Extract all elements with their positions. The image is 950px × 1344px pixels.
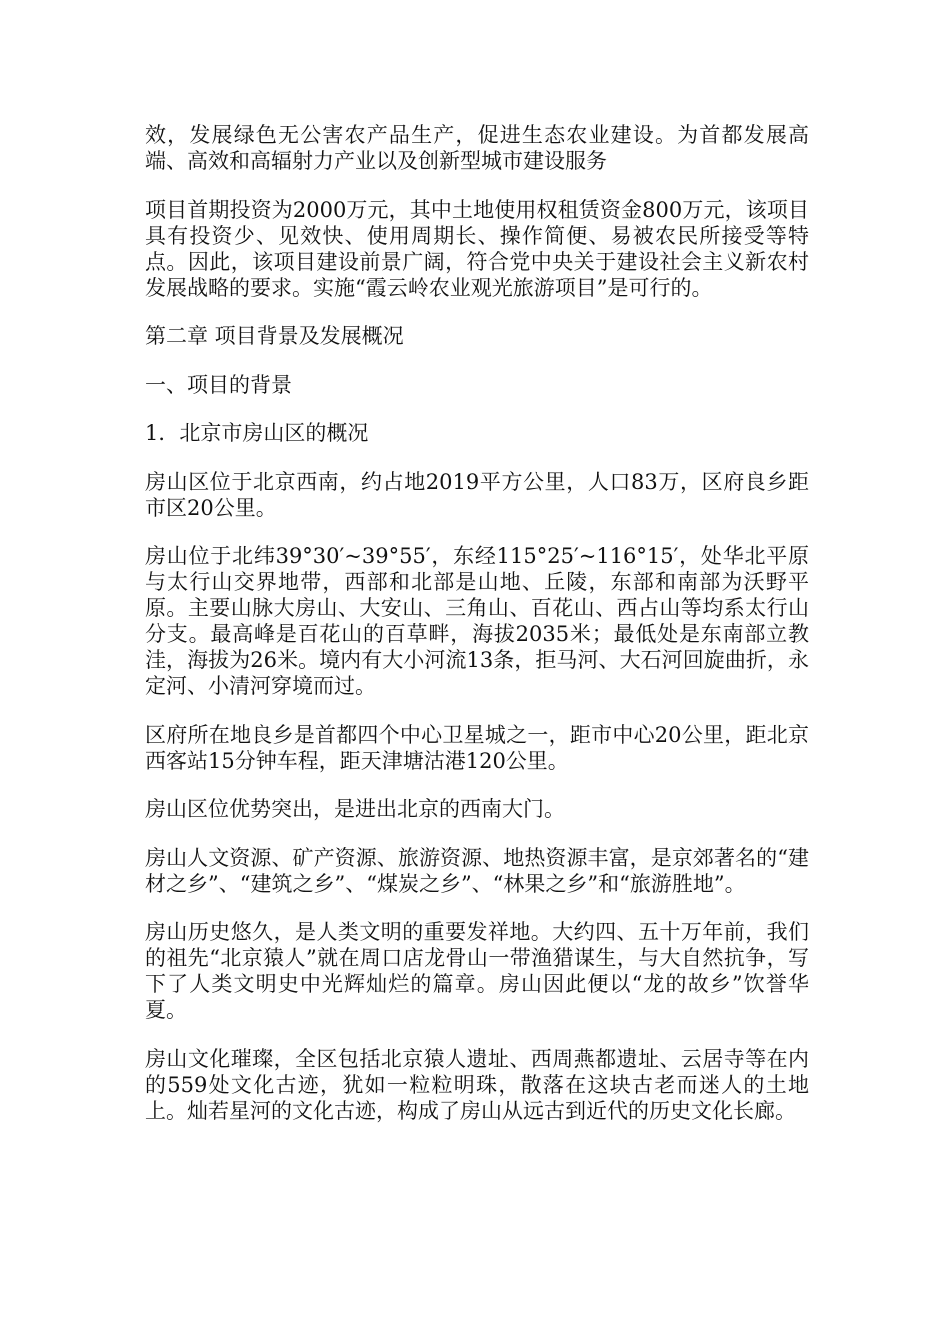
paragraph-advantage: 房山区位优势突出，是进出北京的西南大门。 <box>145 797 565 821</box>
section-heading: 一、项目的背景 <box>145 372 292 397</box>
paragraph-resources: 房山人文资源、矿产资源、旅游资源、地热资源丰富，是京郊著名的“建材之乡”、“建筑之乡”、“煤炭之乡”、“林果之乡”和“旅游胜地”。 <box>145 845 809 896</box>
paragraph-history: 房山历史悠久，是人类文明的重要发祥地。大约四、五十万年前，我们的祖先“北京猿人”就在周口店龙骨山一带渔猎谋生，与大自然抗争，写下了人类文明史中光辉灿烂的篇章。房山因此便以“龙的故乡”饮誉华夏。 <box>145 920 809 1022</box>
chapter-heading: 第二章 项目背景及发展概况 <box>145 324 404 348</box>
paragraph-district-seat: 区府所在地良乡是首都四个中心卫星城之一，距市中心20公里，距北京西客站15分钟车程，距天津塘沽港120公里。 <box>145 722 809 773</box>
document-page <box>145 122 809 1146</box>
paragraph-intro-continuation: 效，发展绿色无公害农产品生产，促进生态农业建设。为首都发展高端、高效和高辐射力产业以及创新型城市建设服务 <box>145 123 809 173</box>
paragraph-investment: 项目首期投资为2000万元，其中土地使用权租赁资金800万元，该项目具有投资少、见效快、使用周期长、操作简便、易被农民所接受等特点。因此，该项目建设前景广阔，符合党中央关于建设社会主义新农村发展战略的要求。实施“霞云岭农业观光旅游项目”是可行的。 <box>145 197 809 300</box>
subsection-heading: 1．北京市房山区的概况 <box>145 421 369 445</box>
paragraph-geography: 房山位于北纬39°30′~39°55′，东经115°25′~116°15′，处华北平原与太行山交界地带，西部和北部是山地、丘陵，东部和南部为沃野平原。主要山脉大房山、大安山、三角山、百花山、西占山等均系太行山分支。最高峰是百花山的百草畔，海拔2035米；最低处是东南部立教洼，海拔为26米。境内有大小河流13条，拒马河、大石河回旋曲折，永定河、小清河穿境而过。 <box>145 544 809 698</box>
paragraph-location: 房山区位于北京西南，约占地2019平方公里，人口83万，区府良乡距市区20公里。 <box>145 469 809 520</box>
paragraph-culture: 房山文化璀璨，全区包括北京猿人遗址、西周燕都遗址、云居寺等在内的559处文化古迹，犹如一粒粒明珠，散落在这块古老而迷人的土地上。灿若星河的文化古迹，构成了房山从远古到近代的历史文化长廊。 <box>145 1046 809 1123</box>
